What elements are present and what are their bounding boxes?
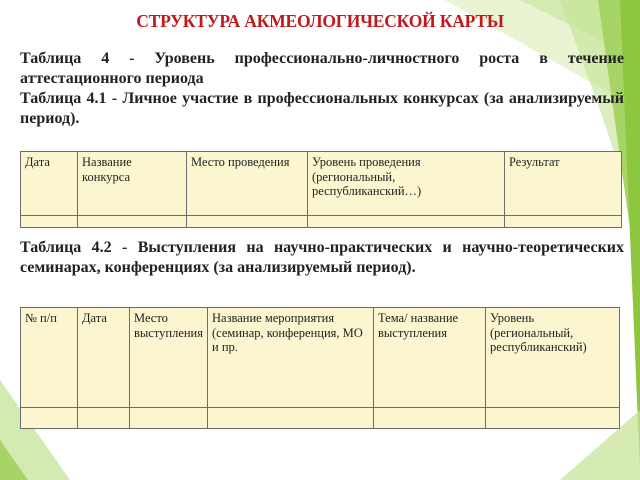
header-venue: Место выступления xyxy=(130,308,208,408)
table-4-1 xyxy=(20,151,622,228)
table-cell xyxy=(374,408,486,429)
table-cell xyxy=(505,216,622,228)
table-cell xyxy=(308,216,505,228)
table-cell xyxy=(21,216,78,228)
table-row xyxy=(21,216,622,228)
table-cell xyxy=(187,216,308,228)
table-cell xyxy=(21,408,78,429)
header-venue: Место проведения xyxy=(187,152,308,216)
header-level: Уровень (региональный, республиканский) xyxy=(486,308,620,408)
table-cell xyxy=(130,408,208,429)
table-header-row xyxy=(21,152,622,216)
slide-title: СТРУКТУРА АКМЕОЛОГИЧЕСКОЙ КАРТЫ xyxy=(136,11,504,31)
table-header-row xyxy=(21,308,620,408)
table-cell xyxy=(78,408,130,429)
header-level: Уровень проведения (региональный, республиканский…) xyxy=(308,152,505,216)
header-event-name: Название мероприятия (семинар, конференция, МО и пр. xyxy=(208,308,374,408)
table-row xyxy=(21,408,620,429)
table-cell xyxy=(486,408,620,429)
table-4-2 xyxy=(20,307,620,429)
header-date: Дата xyxy=(21,152,78,216)
header-result: Результат xyxy=(505,152,622,216)
table4-caption: Таблица 4 - Уровень профессионально-личностного роста в течение аттестационного периода xyxy=(20,50,624,87)
table41-caption: Таблица 4.1 - Личное участие в профессиональных конкурсах (за анализируемый период). xyxy=(20,90,624,127)
header-date: Дата xyxy=(78,308,130,408)
header-number: № п/п xyxy=(21,308,78,408)
table42-caption: Таблица 4.2 - Выступления на научно-практических и научно-теоретических семинарах, конференциях (за анализируемый период). xyxy=(20,239,624,276)
header-contest-name: Название конкурса xyxy=(78,152,187,216)
header-topic: Тема/ название выступления xyxy=(374,308,486,408)
table-cell xyxy=(208,408,374,429)
table-cell xyxy=(78,216,187,228)
